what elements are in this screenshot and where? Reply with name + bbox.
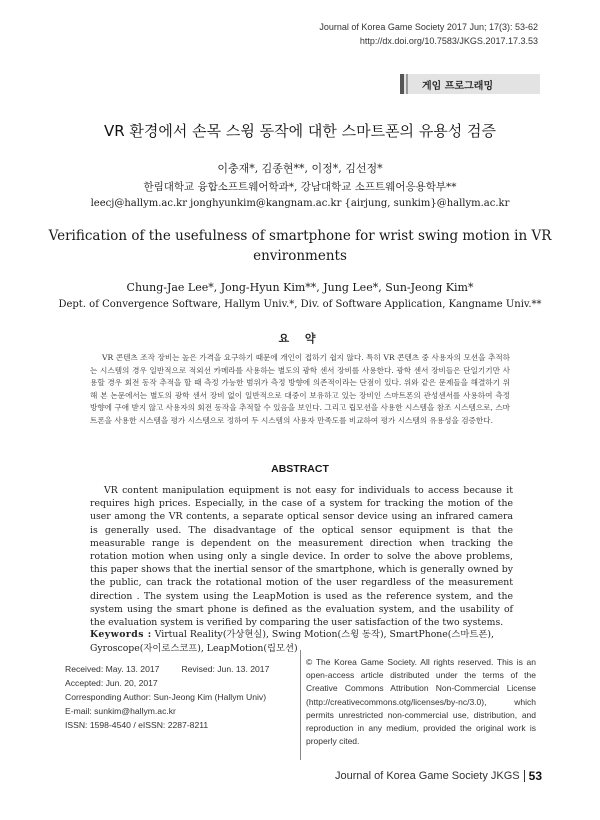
page-footer [335,769,542,783]
summary-heading-korean: 요 약 [278,332,322,345]
section-tag [400,74,540,94]
summary-korean: VR 콘텐츠 조작 장비는 높은 가격을 요구하기 때문에 개인이 접하기 쉽지 않다. 특히 VR 콘텐츠 중 사용자의 모션을 추적하는 시스템의 경우 일반적으로 적외선 카메라를 사용하는 별도의 광학 센서 장비를 사용한다. 광학 센서 장비들은 단일기기만 사용할 경우 회전 동작 추적을 할 때 측정 가능한 범위가 측정 방향에 의존적이라는 단점이 있다. 위와 같은 문제들을 해결하기 위해 본 논문에서는 별도의 광학 센서 장비 없이 일반적으로 대중이 보유하고 있는 장비인 스마트폰의 관성센서를 사용하여 측정 방향에 구애 받지 않고 사용자의 회전 동작을 추적할 수 있음을 보인다. 그리고 립모션을 사용한 시스템을 참조 시스템으로, 스마트폰을 사용한 시스템을 평가 시스템으로 정하여 두 시스템의 사용자 만족도를 비교하여 평가 시스템의 유용성을 검증한다. [90,353,510,425]
revised-date: Revised: Jun. 13. 2017 [181,664,270,674]
license-notice: © The Korea Game Society. All rights reserved. This is an open-access article distributed under the terms of the Creative Commons Attribution Non-Commercial License (http://creativecommons.otg/licenses/by-nc/3.0), which permits unrestricted non-commercial use, distribution, and reproduction in any medium, provided the original work is properly cited. [306,657,536,747]
journal-citation: Journal of Korea Game Society 2017 Jun; 17(3): 53-62 [319,22,538,32]
doi-link[interactable]: http://dx.doi.org/10.7583/JKGS.2017.17.3.53 [359,36,538,46]
abstract-english: VR content manipulation equipment is not easy for individuals to access because it requires high prices. Especially, in the case of a system for tracking the motion of the user among the VR contents, a separate optical sensor device using an infrared camera is generally used. The disadvantage of the optical sensor equipment is that the measurable range is dependent on the measurement direction when tracking the rotation motion when using only a single device. In order to solve the above problems, this paper shows that the inertial sensor of the smartphone, which is generally owned by the public, can track the rotational motion of the user regardless of the measurement direction . The system using the LeapMotion is used as the reference system, and the system using the smart phone is defined as the evaluation system, and the usability of the evaluation system is verified by comparing the user satisfaction of the two systems. [90,485,513,629]
authors-korean: 이충재*, 김종현**, 이정*, 김선정* [217,162,383,175]
received-date: Received: May. 13. 2017 [65,664,160,674]
keywords [90,628,520,655]
page-number: 53 [528,769,542,783]
footer-separator [524,770,525,782]
authors-english: Chung-Jae Lee*, Jong-Hyun Kim**, Jung Lee*, Sun-Jeong Kim* [126,281,474,294]
accepted-date: Accepted: Jun. 20, 2017 [65,678,158,688]
section-tag-label: 게임 프로그래밍 [422,80,494,92]
keywords-list: Virtual Reality(가상현실), Swing Motion(스윙 동작), SmartPhone(스마트폰), Gyroscope(자이로스코프), LeapMotion(립모션) [90,629,494,654]
author-emails: leecj@hallym.ac.kr jonghyunkim@kangnam.ac.kr {airjung, sunkim}@hallym.ac.kr [90,198,510,209]
tag-bar-dark [400,74,404,94]
corresponding-author: Corresponding Author: Sun-Jeong Kim (Hallym Univ) [65,692,267,702]
paper-title-english: Verification of the usefulness of smartphone for wrist swing motion in VR environments [48,228,552,264]
journal-reference [319,20,538,48]
article-metadata [65,662,269,732]
abstract-heading: ABSTRACT [271,463,329,475]
issn: ISSN: 1598-4540 / eISSN: 2287-8211 [65,720,209,730]
paper-title-korean: VR 환경에서 손목 스윙 동작에 대한 스마트폰의 유용성 검증 [103,122,497,140]
footer-journal-name: Journal of Korea Game Society JKGS [334,770,520,782]
affiliation-korean: 한림대학교 융합소프트웨어학과*, 강남대학교 소프트웨어응용학부** [143,181,457,193]
affiliation-english: Dept. of Convergence Software, Hallym Univ.*, Div. of Software Application, Kangname Univ.** [58,299,542,310]
column-divider [300,650,301,760]
keywords-label: Keywords : [90,629,152,640]
tag-bar-light [406,74,408,94]
corresponding-email[interactable]: E-mail: sunkim@hallym.ac.kr [65,706,176,716]
